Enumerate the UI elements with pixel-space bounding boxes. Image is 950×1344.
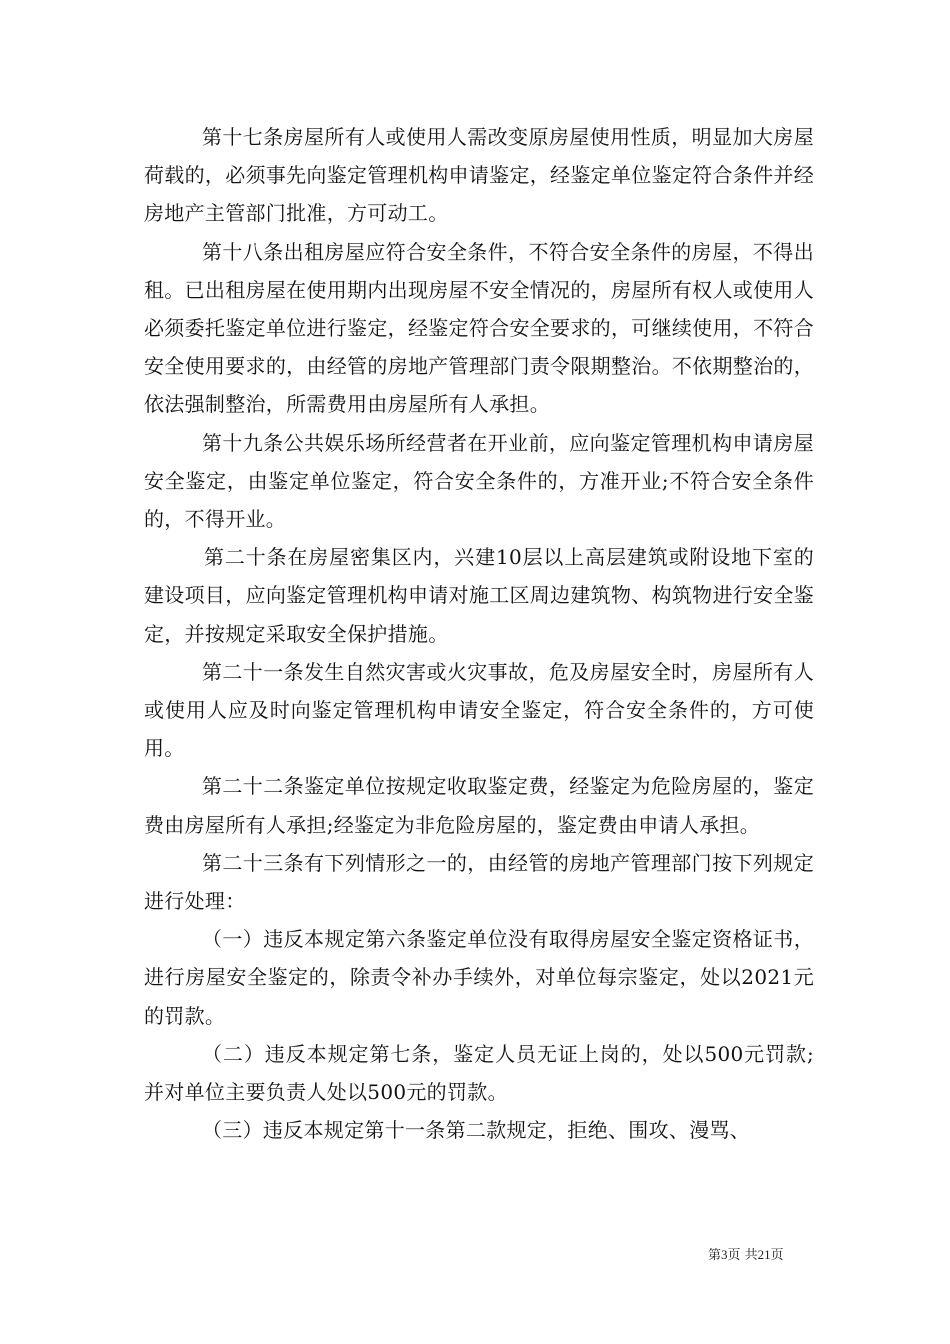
footer-current-page: 3 [721,1247,728,1262]
paragraph-article-22: 第二十二条鉴定单位按规定收取鉴定费，经鉴定为危险房屋的，鉴定费由房屋所有人承担;经鉴定为非危险房屋的，鉴定费由申请人承担。 [144,774,814,837]
paragraph-item-1: （一）违反本规定第六条鉴定单位没有取得房屋安全鉴定资格证书，进行房屋安全鉴定的，除责令补办手续外，对单位每宗鉴定，处以2021元的罚款。 [144,927,814,1028]
paragraph-item-2: （二）违反本规定第七条，鉴定人员无证上岗的，处以500元罚款;并对单位主要负责人处以500元的罚款。 [144,1041,814,1105]
paragraph-item-3: （三）违反本规定第十一条第二款规定，拒绝、围攻、漫骂、 [202,1118,751,1143]
footer-prefix: 第 [708,1248,722,1263]
paragraph-article-21: 第二十一条发生自然灾害或火灾事故，危及房屋安全时，房屋所有人或使用人应及时向鉴定管理机构申请安全鉴定，符合安全条件的，方可使用。 [144,659,814,761]
footer-suffix: 页 [770,1248,784,1263]
footer-total-pages: 21 [757,1247,771,1262]
document-body [144,118,814,1149]
paragraph-article-17: 第十七条房屋所有人或使用人需改变原房屋使用性质，明显加大房屋荷载的，必须事先向鉴定管理机构申请鉴定，经鉴定单位鉴定符合条件并经房地产主管部门批准，方可动工。 [144,125,814,226]
paragraph-article-19: 第十九条公共娱乐场所经营者在开业前，应向鉴定管理机构申请房屋安全鉴定，由鉴定单位鉴定，符合安全条件的，方准开业;不符合安全条件的，不得开业。 [144,430,814,532]
page-footer [708,1247,784,1264]
paragraph-article-18: 第十八条出租房屋应符合安全条件，不符合安全条件的房屋，不得出租。已出租房屋在使用期内出现房屋不安全情况的，房屋所有权人或使用人必须委托鉴定单位进行鉴定，经鉴定符合安全要求的，可继续使用，不符合安全使用要求的，由经管的房地产管理部门责令限期整治。不依期整治的，依法强制整治，所需费用由房屋所有人承担。 [144,239,814,417]
paragraph-article-23: 第二十三条有下列情形之一的，由经管的房地产管理部门按下列规定进行处理： [144,850,814,914]
paragraph-article-20: 第二十条在房屋密集区内，兴建10层以上高层建筑或附设地下室的建设项目，应向鉴定管理机构申请对施工区周边建筑物、构筑物进行安全鉴定，并按规定采取安全保护措施。 [144,545,814,646]
footer-middle: 页 共 [727,1248,758,1263]
